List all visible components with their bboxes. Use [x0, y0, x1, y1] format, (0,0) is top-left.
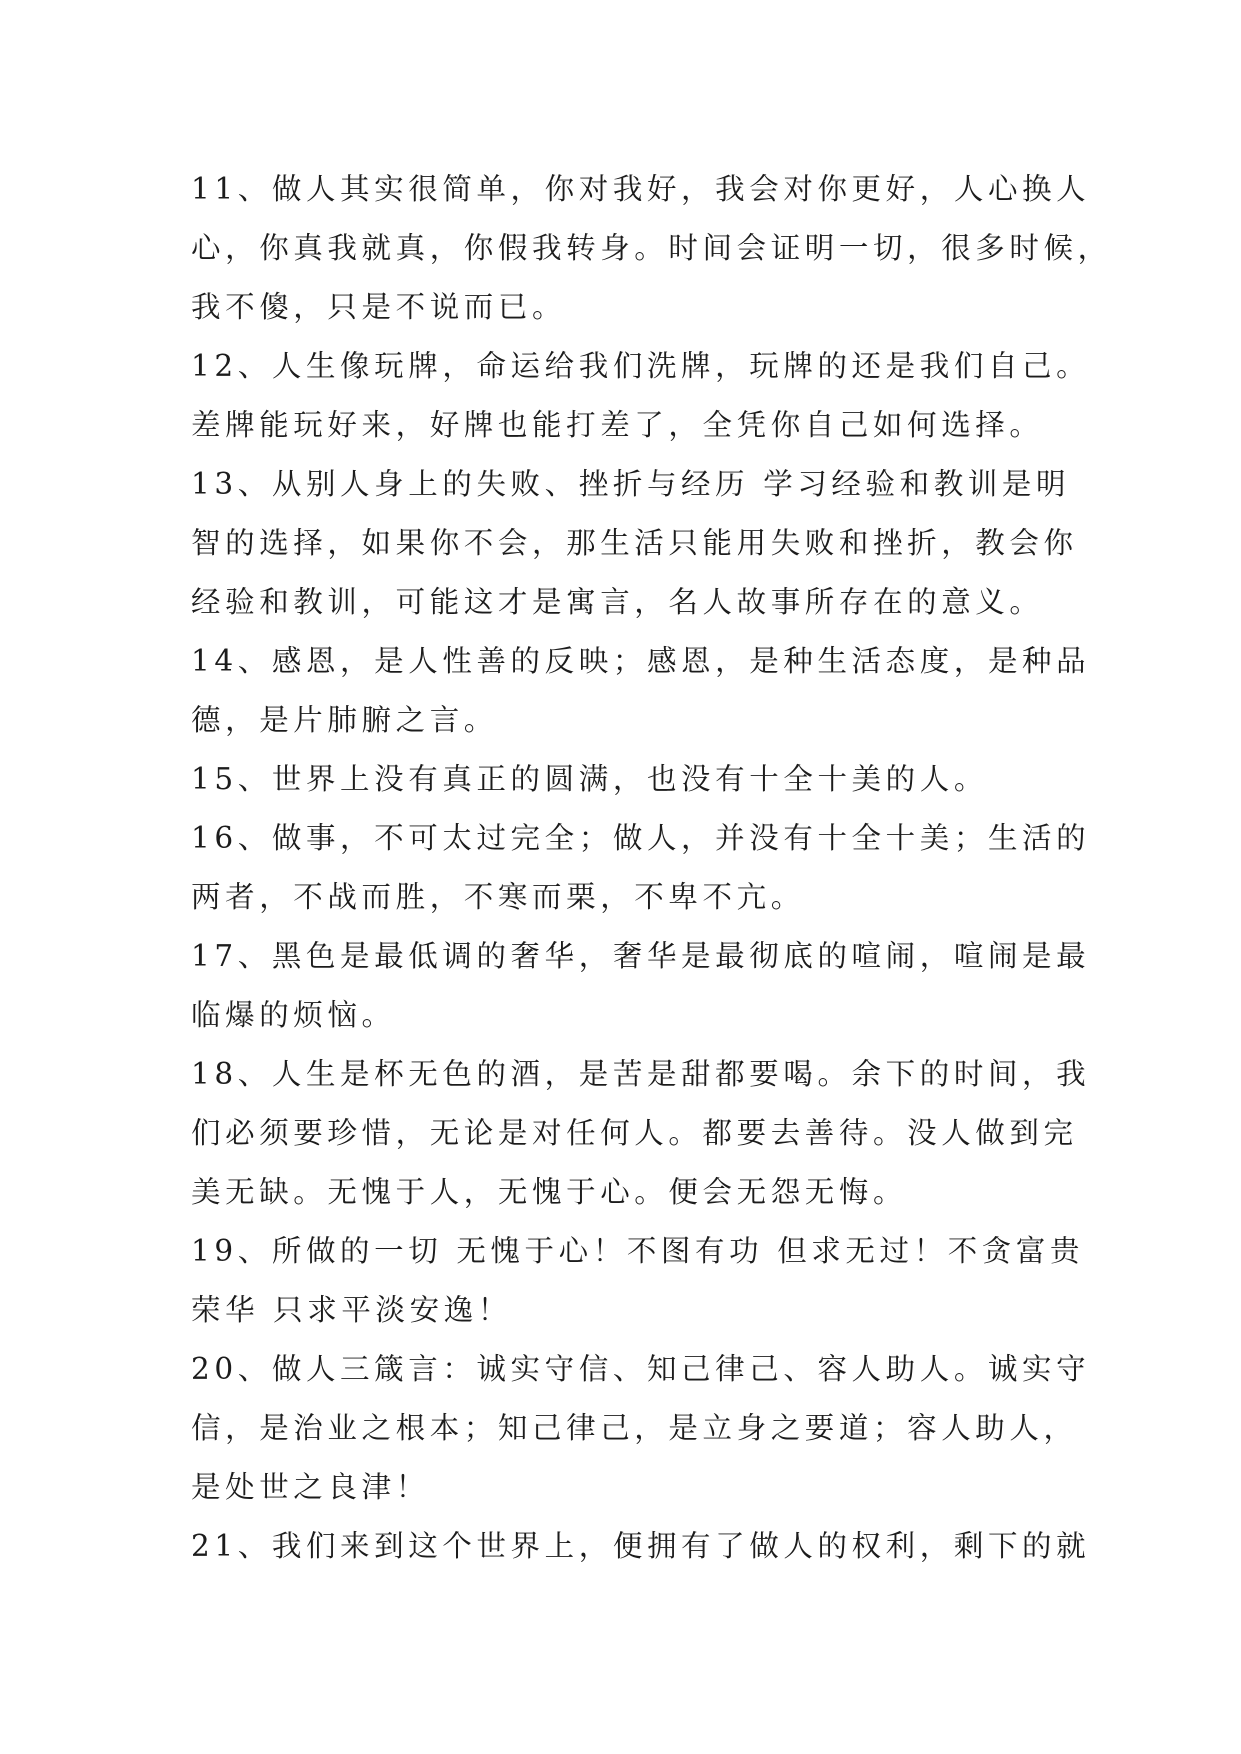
- paragraph-13: [191, 455, 1078, 632]
- paragraph-15: [191, 750, 1071, 809]
- text-line: 智的选择，如果你不会，那生活只能用失败和挫折，教会你: [191, 526, 1078, 560]
- paragraph-20: [191, 1340, 1091, 1517]
- document-body: [191, 160, 1112, 1576]
- text-line: 差牌能玩好来，好牌也能打差了，全凭你自己如何选择。: [191, 408, 1044, 442]
- text-line: 心，你真我就真，你假我转身。时间会证明一切，很多时候，: [191, 231, 1112, 265]
- text-line: 我不傻，只是不说而已。: [191, 290, 567, 324]
- paragraph-17: [191, 927, 1091, 1045]
- paragraph-18: [191, 1045, 1091, 1222]
- text-line: 20、做人三箴言：诚实守信、知己律己、容人助人。诚实守: [191, 1352, 1091, 1386]
- text-line: 17、黑色是最低调的奢华，奢华是最彻底的喧闹，喧闹是最: [191, 939, 1091, 973]
- text-line: 18、人生是杯无色的酒，是苦是甜都要喝。余下的时间，我: [191, 1057, 1091, 1091]
- text-line: 15、世界上没有真正的圆满，也没有十全十美的人。: [191, 762, 988, 796]
- paragraph-21: [191, 1517, 1091, 1576]
- text-line: 美无缺。无愧于人，无愧于心。便会无怨无悔。: [191, 1175, 908, 1209]
- paragraph-19: [191, 1222, 1085, 1340]
- text-line: 临爆的烦恼。: [191, 998, 396, 1032]
- paragraph-16: [191, 809, 1091, 927]
- text-line: 两者，不战而胜，不寒而栗，不卑不亢。: [191, 880, 805, 914]
- paragraph-14: [191, 632, 1091, 750]
- text-line: 是处世之良津！: [191, 1470, 430, 1504]
- paragraph-11: [191, 160, 1112, 337]
- text-line: 13、从别人身上的失败、挫折与经历 学习经验和教训是明: [191, 467, 1071, 501]
- text-line: 16、做事，不可太过完全；做人，并没有十全十美；生活的: [191, 821, 1091, 855]
- text-line: 德，是片肺腑之言。: [191, 703, 498, 737]
- text-line: 21、我们来到这个世界上，便拥有了做人的权利，剩下的就: [191, 1529, 1091, 1563]
- text-line: 信，是治业之根本；知己律己，是立身之要道；容人助人，: [191, 1411, 1078, 1445]
- paragraph-12: [191, 337, 1091, 455]
- text-line: 荣华 只求平淡安逸！: [191, 1293, 512, 1327]
- text-line: 14、感恩，是人性善的反映；感恩，是种生活态度，是种品: [191, 644, 1091, 678]
- text-line: 12、人生像玩牌，命运给我们洗牌，玩牌的还是我们自己。: [191, 349, 1091, 383]
- text-line: 19、所做的一切 无愧于心！不图有功 但求无过！不贪富贵: [191, 1234, 1085, 1268]
- text-line: 经验和教训，可能这才是寓言，名人故事所存在的意义。: [191, 585, 1044, 619]
- text-line: 11、做人其实很简单，你对我好，我会对你更好，人心换人: [191, 172, 1091, 206]
- text-line: 们必须要珍惜，无论是对任何人。都要去善待。没人做到完: [191, 1116, 1078, 1150]
